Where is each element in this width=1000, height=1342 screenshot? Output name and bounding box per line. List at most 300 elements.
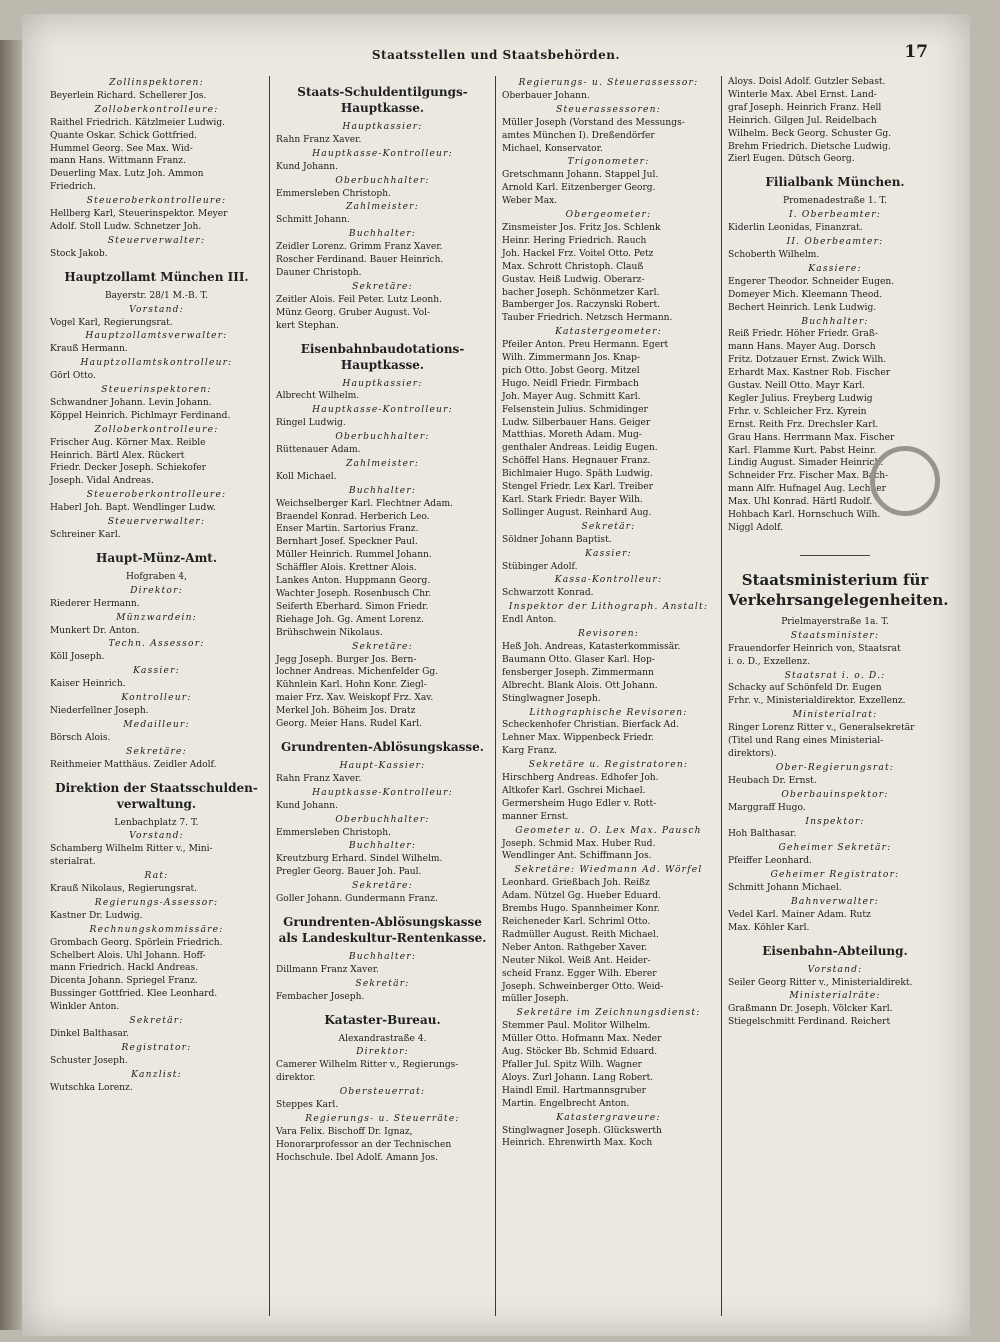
- entry-line: Ringer Lorenz Ritter v., Generalsekretär: [728, 723, 915, 734]
- office-title: Kataster-Bureau.: [324, 1012, 441, 1027]
- entry-line: Müller Otto. Hofmann Max. Neder: [502, 1034, 662, 1045]
- entry-line: Heinr. Hering Friedrich. Rauch: [502, 235, 647, 246]
- entry-line: Brehm Friedrich. Dietsche Ludwig.: [728, 141, 891, 152]
- section-heading: I. Oberbeamter:: [788, 210, 882, 221]
- section-heading: Steuerinspektoren:: [101, 385, 212, 396]
- entry-line: Dillmann Franz Xaver.: [276, 964, 379, 975]
- entry-line: Kastner Dr. Ludwig.: [50, 910, 143, 921]
- entry-line: Kund Johann.: [276, 800, 339, 811]
- entry-line: Karl. Flamme Kurt. Pabst Heinr.: [728, 445, 877, 456]
- entry-line: Martin. Engelbrecht Anton.: [502, 1098, 630, 1109]
- section-heading: Steuerverwalter:: [107, 235, 206, 246]
- adjacent-page-edge: [0, 40, 22, 1330]
- entry-line: Gretschmann Johann. Stappel Jul.: [502, 170, 659, 181]
- office-title: Eisenbahnbaudotations-Hauptkasse.: [300, 341, 465, 372]
- entry-line: Aug. Stöcker Bb. Schmid Eduard.: [502, 1047, 658, 1058]
- section-heading: Vorstand:: [129, 304, 184, 315]
- entry-line: Kaiser Heinrich.: [50, 679, 126, 690]
- entry-line: Hohbach Karl. Hornschuch Wilh.: [728, 510, 881, 521]
- section-heading: Sekretäre: Wiedmann Ad. Wörfel: [514, 865, 703, 876]
- entry-line: Leonhard. Grießbach Joh. Reißz: [502, 878, 650, 889]
- entry-line: Pfeiler Anton. Preu Hermann. Egert: [502, 340, 669, 351]
- entry-line: kert Stephan.: [276, 320, 339, 331]
- entry-line: Max. Köhler Karl.: [728, 922, 810, 933]
- entry-line: Aloys. Zurl Johann. Lang Robert.: [502, 1072, 654, 1083]
- entry-line: Hoh Balthasar.: [728, 829, 797, 840]
- section-heading: Münzwardein:: [116, 612, 197, 623]
- entry-line: Seiferth Eberhard. Simon Friedr.: [276, 601, 429, 612]
- section-heading: Steuerassessoren:: [556, 104, 661, 115]
- office-address: Prielmayerstraße 1a. T.: [781, 616, 889, 627]
- entry-line: Rahn Franz Xaver.: [276, 773, 362, 784]
- ministry-title: Staatsministerium für Verkehrsangelegenheiten.: [728, 570, 948, 609]
- entry-line: Riehage Joh. Gg. Ament Lorenz.: [276, 614, 424, 625]
- office-title: Filialbank München.: [765, 175, 905, 190]
- entry-line: Kiderlin Leonidas, Finanzrat.: [728, 223, 863, 234]
- entry-line: Neber Anton. Rathgeber Xaver.: [502, 942, 648, 953]
- section-heading: Buchhalter:: [348, 229, 417, 240]
- entry-line: Schwarzott Konrad.: [502, 588, 594, 599]
- page-header: [22, 42, 970, 72]
- entry-line: Reithmeier Matthäus. Zeidler Adolf.: [50, 759, 217, 770]
- entry-line: Frhr. v. Schleicher Frz. Kyrein: [728, 406, 867, 417]
- section-heading: Katastergeometer:: [555, 327, 662, 338]
- section-heading: Hauptzollamtsverwalter:: [85, 331, 228, 342]
- column-1: [44, 76, 270, 1316]
- entry-line: Max. Schrott Christoph. Clauß: [502, 261, 644, 272]
- entry-line: graf Joseph. Heinrich Franz. Hell: [728, 102, 882, 113]
- entry-line: Braendel Konrad. Herberich Leo.: [276, 511, 430, 522]
- entry-line: Hellberg Karl, Steuerinspektor. Meyer: [50, 209, 228, 220]
- entry-line: sterialrat.: [50, 857, 96, 868]
- section-heading: Steueroberkontrolleure:: [86, 490, 227, 501]
- entry-line: Engerer Theodor. Schneider Eugen.: [728, 276, 895, 287]
- entry-line: Munkert Dr. Anton.: [50, 625, 140, 636]
- entry-line: Seiler Georg Ritter v., Ministerialdirekt.: [728, 977, 913, 988]
- entry-line: Koll Michael.: [276, 471, 337, 482]
- section-heading: Ober-Regierungsrat:: [775, 762, 895, 773]
- entry-line: Emmersleben Christoph.: [276, 827, 391, 838]
- entry-line: Krauß Hermann.: [50, 344, 128, 355]
- entry-line: Deuerling Max. Lutz Joh. Ammon: [50, 169, 204, 180]
- office-title: Grundrenten-Ablösungskasse als Landeskultur-Rentenkasse.: [278, 914, 487, 945]
- section-heading: Buchhalter:: [801, 316, 869, 327]
- section-heading: Regierungs- u. Steuerassessor:: [518, 78, 699, 88]
- entry-line: Schelbert Alois. Uhl Johann. Hoff-: [50, 950, 206, 961]
- entry-line: Oberbauer Johann.: [502, 90, 590, 101]
- entry-line: Bernhart Josef. Speckner Paul.: [276, 537, 418, 548]
- entry-line: Zinsmeister Jos. Fritz Jos. Schlenk: [502, 222, 661, 233]
- entry-line: Ernst. Reith Frz. Drechsler Karl.: [728, 419, 879, 430]
- section-heading: Regierungs- u. Steuerräte:: [305, 1114, 460, 1124]
- section-heading: Sekretär:: [129, 1016, 184, 1027]
- entry-line: Tauber Friedrich. Netzsch Hermann.: [502, 313, 673, 324]
- entry-line: Stinglwagner Joseph.: [502, 693, 601, 704]
- entry-line: Wilhelm. Beck Georg. Schuster Gg.: [728, 128, 892, 139]
- entry-line: Bamberger Jos. Raczynski Robert.: [502, 300, 661, 311]
- office-address: Bayerstr. 28/1 M.-B. T.: [104, 290, 209, 301]
- section-heading: Techn. Assessor:: [108, 639, 205, 650]
- entry-line: Jegg Joseph. Burger Jos. Bern-: [276, 654, 417, 665]
- directory-page: [22, 14, 970, 1336]
- entry-line: Hummel Georg. See Max. Wid-: [50, 143, 193, 154]
- entry-line: Honorarprofessor an der Technischen: [276, 1139, 452, 1150]
- entry-line: Lehner Max. Wippenbeck Friedr.: [502, 733, 655, 744]
- page-number: 17: [904, 42, 928, 62]
- section-heading: Sekretäre:: [352, 641, 413, 652]
- entry-line: Karl. Stark Friedr. Bayer Wilh.: [502, 495, 643, 505]
- section-heading: Steuerverwalter:: [107, 517, 206, 528]
- section-heading: Hauptkasse-Kontrolleur:: [312, 405, 453, 416]
- entry-line: Joseph. Schmid Max. Huber Rud.: [502, 838, 656, 849]
- entry-line: Schwandner Johann. Levin Johann.: [50, 397, 212, 408]
- section-heading: Hauptkasse-Kontrolleur:: [312, 787, 453, 798]
- entry-line: Köppel Heinrich. Pichlmayr Ferdinand.: [50, 410, 231, 421]
- entry-line: Kegler Julius. Freyberg Ludwig: [728, 393, 873, 404]
- section-heading: Registrator:: [121, 1042, 192, 1053]
- entry-line: Karg Franz.: [502, 746, 557, 757]
- entry-line: Schäffler Alois. Krettner Alois.: [276, 563, 417, 574]
- entry-line: Graßmann Dr. Joseph. Völcker Karl.: [728, 1004, 893, 1015]
- section-heading: Kassier:: [133, 666, 180, 677]
- entry-line: Börsch Alois.: [50, 732, 111, 743]
- entry-line: Schneider Frz. Fischer Max. Bach-: [728, 471, 889, 482]
- entry-line: Friedrich.: [50, 182, 96, 193]
- entry-line: Zeidler Lorenz. Grimm Franz Xaver.: [276, 242, 443, 253]
- section-rule: [800, 555, 870, 556]
- entry-line: Schamberg Wilhelm Ritter v., Mini-: [50, 844, 213, 855]
- section-heading: Zolloberkontrolleure:: [94, 424, 219, 435]
- entry-line: Aloys. Doisl Adolf. Gutzler Sebast.: [728, 77, 886, 87]
- entry-line: Wendlinger Ant. Schiffmann Jos.: [502, 851, 652, 862]
- section-heading: Rechnungskommissäre:: [89, 924, 224, 935]
- entry-line: i. o. D., Exzellenz.: [728, 656, 811, 667]
- entry-line: Domeyer Mich. Kleemann Theod.: [728, 289, 883, 300]
- entry-line: Goller Johann. Gundermann Franz.: [276, 894, 438, 905]
- entry-line: Enser Martin. Sartorius Franz.: [276, 524, 419, 535]
- entry-line: Bechert Heinrich. Lenk Ludwig.: [728, 302, 877, 313]
- office-title: Hauptzollamt München III.: [64, 269, 249, 284]
- entry-line: Brembs Hugo. Spannheimer Konr.: [502, 904, 660, 915]
- entry-line: Kühnlein Karl. Hohn Konr. Ziegl-: [276, 680, 427, 691]
- entry-line: Wutschka Lorenz.: [50, 1082, 133, 1093]
- section-heading: Hauptkassier:: [342, 378, 423, 389]
- section-heading: Rat:: [144, 871, 169, 882]
- section-heading: Staatsrat i. o. D.:: [784, 670, 886, 681]
- entry-line: müller Joseph.: [502, 994, 569, 1005]
- entry-line: manner Ernst.: [502, 811, 569, 822]
- text-columns: [44, 76, 950, 1316]
- office-title: Direktion der Staatsschulden-verwaltung.: [55, 780, 258, 811]
- entry-line: Endl Anton.: [502, 615, 557, 626]
- entry-line: Schmitt Johann.: [276, 215, 350, 226]
- entry-line: Reicheneder Karl. Schriml Otto.: [502, 917, 651, 927]
- entry-line: Joh. Mayer Aug. Schmitt Karl.: [502, 391, 641, 402]
- entry-line: Joh. Hackel Frz. Voitel Otto. Petz: [502, 248, 654, 259]
- entry-line: Zierl Eugen. Dütsch Georg.: [728, 154, 855, 165]
- section-heading: Sekretär:: [581, 521, 636, 532]
- entry-line: Heinrich. Gilgen Jul. Reidelbach: [728, 115, 877, 126]
- entry-line: mann Alfr. Hufnagel Aug. Lechner: [728, 484, 887, 495]
- section-heading: Direktor:: [130, 585, 183, 596]
- entry-line: Steppes Karl.: [276, 1100, 339, 1111]
- section-heading: Kassiere:: [808, 263, 862, 274]
- section-heading: Medailleur:: [123, 719, 190, 730]
- entry-line: Fritz. Dotzauer Ernst. Zwick Wilh.: [728, 355, 887, 366]
- section-heading: Kassa-Kontrolleur:: [554, 575, 663, 586]
- entry-line: Adolf. Stoll Ludw. Schnetzer Joh.: [50, 221, 202, 232]
- entry-line: Beyerlein Richard. Schellerer Jos.: [50, 90, 207, 101]
- section-heading: Revisoren:: [577, 629, 640, 640]
- section-heading: Kanzlist:: [131, 1069, 182, 1080]
- entry-line: Felsenstein Julius. Schmidinger: [502, 404, 648, 415]
- entry-line: Frhr. v., Ministerialdirektor. Exzellenz.: [728, 696, 906, 707]
- entry-line: Quante Oskar. Schick Gottfried.: [50, 130, 198, 141]
- entry-line: Friedr. Decker Joseph. Schiekofer: [50, 463, 206, 474]
- entry-line: Merkel Joh. Böheim Jos. Dratz: [276, 706, 416, 717]
- paper-clip: [870, 446, 940, 516]
- office-title: Staats-Schuldentilgungs-Hauptkasse.: [297, 85, 468, 115]
- section-heading: Direktor:: [356, 1047, 409, 1058]
- entry-line: Emmersleben Christoph.: [276, 188, 391, 199]
- entry-line: Kund Johann.: [276, 161, 339, 172]
- section-heading: Sekretäre:: [352, 881, 413, 892]
- entry-line: Matthias. Moreth Adam. Mug-: [502, 430, 642, 441]
- entry-line: Vogel Karl, Regierungsrat.: [50, 317, 173, 328]
- entry-line: Frauendorfer Heinrich von, Staatsrat: [728, 643, 901, 654]
- section-heading: Kassier:: [585, 548, 632, 559]
- entry-line: Weber Max.: [502, 196, 558, 207]
- entry-line: Schreiner Karl.: [50, 530, 121, 540]
- entry-line: Fembacher Joseph.: [276, 991, 365, 1002]
- entry-line: Köll Joseph.: [50, 652, 105, 663]
- entry-line: Winterle Max. Abel Ernst. Land-: [728, 89, 877, 100]
- entry-line: Söldner Johann Baptist.: [502, 534, 612, 545]
- section-heading: Hauptzollamtskontrolleur:: [80, 358, 233, 369]
- section-heading: Obergeometer:: [565, 210, 652, 221]
- entry-line: Roscher Ferdinand. Bauer Heinrich.: [276, 255, 444, 266]
- office-title: Eisenbahn-Abteilung.: [762, 943, 908, 958]
- entry-line: Joseph. Schweinberger Otto. Weid-: [502, 981, 664, 992]
- section-heading: Haupt-Kassier:: [339, 760, 426, 771]
- section-heading: Oberbauinspektor:: [781, 789, 889, 800]
- section-heading: Hauptkassier:: [342, 122, 423, 132]
- entry-line: Lindig August. Simader Heinrich.: [728, 458, 884, 469]
- entry-line: Kreutzburg Erhard. Sindel Wilhelm.: [276, 854, 443, 865]
- entry-line: Winkler Anton.: [50, 1002, 120, 1013]
- entry-line: Camerer Wilhelm Ritter v., Regierungs-: [276, 1060, 459, 1071]
- entry-line: Dicenta Johann. Spriegel Franz.: [50, 976, 198, 987]
- entry-line: Haberl Joh. Bapt. Wendlinger Ludw.: [50, 503, 216, 514]
- office-title: Haupt-Münz-Amt.: [95, 550, 217, 565]
- entry-line: Dauner Christoph.: [276, 267, 362, 278]
- section-heading: Buchhalter:: [348, 485, 417, 496]
- section-heading: Kontrolleur:: [121, 693, 192, 704]
- entry-line: Neuter Nikol. Weiß Ant. Heider-: [502, 955, 651, 966]
- section-heading: Bahnverwalter:: [790, 896, 880, 907]
- entry-line: Brühschwein Nikolaus.: [276, 627, 383, 638]
- entry-line: Görl Otto.: [50, 371, 96, 382]
- entry-line: mann Hans. Mayer Aug. Dorsch: [728, 342, 876, 353]
- entry-line: Niggl Adolf.: [728, 523, 784, 533]
- entry-line: Haindl Emil. Hartmannsgruber: [502, 1085, 646, 1096]
- entry-line: mann Hans. Wittmann Franz.: [50, 156, 186, 167]
- entry-line: Scheckenhofer Christian. Bierfack Ad.: [502, 720, 679, 731]
- section-heading: Sekretäre:: [352, 281, 413, 292]
- entry-line: maier Frz. Xav. Weiskopf Frz. Xav.: [276, 693, 434, 704]
- entry-line: Bussinger Gottfried. Klee Leonhard.: [50, 989, 218, 1000]
- section-heading: Sekretäre u. Registratoren:: [528, 760, 689, 771]
- entry-line: Baumann Otto. Glaser Karl. Hop-: [502, 654, 655, 665]
- section-heading: Geheimer Sekretär:: [778, 843, 892, 854]
- entry-line: genthaler Andreas. Leidig Eugen.: [502, 443, 658, 454]
- section-heading: Katastergraveure:: [556, 1112, 661, 1123]
- entry-line: Stengel Friedr. Lex Karl. Treiber: [502, 482, 653, 493]
- section-heading: Staatsminister:: [790, 630, 880, 641]
- section-heading: Lithographische Revisoren:: [529, 707, 688, 718]
- entry-line: Weichselberger Karl. Flechtner Adam.: [276, 498, 454, 509]
- entry-line: Rahn Franz Xaver.: [276, 134, 362, 145]
- entry-line: Heß Joh. Andreas, Katasterkommissär.: [502, 641, 681, 652]
- entry-line: Albrecht. Blank Alois. Ott Johann.: [502, 680, 658, 691]
- entry-line: Radmüller August. Reith Michael.: [502, 929, 659, 940]
- office-title: Grundrenten-Ablösungskasse.: [280, 739, 484, 754]
- entry-line: Ringel Ludwig.: [276, 418, 346, 429]
- section-heading: II. Oberbeamter:: [786, 237, 884, 248]
- entry-line: Joseph. Vidal Andreas.: [50, 476, 154, 487]
- entry-line: Germersheim Hugo Edler v. Rott-: [502, 798, 657, 809]
- entry-line: Lankes Anton. Huppmann Georg.: [276, 576, 431, 587]
- section-heading: Obersteuerrat:: [339, 1087, 426, 1098]
- section-heading: Zahlmeister:: [346, 202, 419, 213]
- entry-line: Stübinger Adolf.: [502, 561, 578, 572]
- entry-line: Hugo. Neidl Friedr. Firmbach: [502, 378, 639, 389]
- entry-line: Max. Uhl Konrad. Härtl Rudolf.: [728, 497, 873, 508]
- entry-line: Schoberth Wilhelm.: [728, 249, 820, 260]
- entry-line: Wachter Joseph. Rosenbusch Chr.: [276, 589, 432, 599]
- section-heading: Sekretäre im Zeichnungsdienst:: [516, 1008, 701, 1019]
- entry-line: Gustav. Neill Otto. Mayr Karl.: [728, 381, 865, 392]
- entry-line: Wilh. Zimmermann Jos. Knap-: [502, 353, 641, 364]
- entry-line: Zeitler Alois. Feil Peter. Lutz Leonh.: [276, 294, 442, 305]
- section-heading: Vorstand:: [129, 831, 184, 842]
- section-heading: Regierungs-Assessor:: [94, 897, 219, 908]
- entry-line: Heubach Dr. Ernst.: [728, 775, 817, 786]
- office-address: Promenadestraße 1. T.: [782, 196, 888, 207]
- entry-line: Michael, Konservator.: [502, 143, 603, 154]
- entry-line: mann Friedrich. Hackl Andreas.: [50, 963, 199, 974]
- section-heading: Oberbuchhalter:: [335, 432, 430, 443]
- entry-line: Niederfellner Joseph.: [50, 705, 149, 716]
- entry-line: Dinkel Balthasar.: [50, 1029, 130, 1039]
- entry-line: lochner Andreas. Michenfelder Gg.: [276, 667, 439, 678]
- entry-line: Vedel Karl. Mainer Adam. Rutz: [728, 909, 871, 920]
- entry-line: Arnold Karl. Eitzenberger Georg.: [502, 183, 656, 194]
- entry-line: Pfaller Jul. Spitz Wilh. Wagner: [502, 1059, 642, 1070]
- section-heading: Sekretär:: [355, 978, 410, 989]
- office-address: Alexandrastraße 4.: [338, 1033, 427, 1044]
- section-heading: Buchhalter:: [348, 951, 417, 962]
- entry-line: fensberger Joseph. Zimmermann: [502, 667, 654, 678]
- section-heading: Geheimer Registrator:: [770, 870, 900, 881]
- section-heading: Inspektor der Lithograph. Anstalt:: [508, 602, 709, 613]
- entry-line: Schacky auf Schönfeld Dr. Eugen: [728, 683, 882, 694]
- section-heading: Zollinspektoren:: [109, 78, 204, 88]
- section-heading: Oberbuchhalter:: [335, 175, 430, 186]
- entry-line: Stock Jakob.: [50, 248, 108, 259]
- entry-line: Grombach Georg. Spörlein Friedrich.: [50, 937, 223, 948]
- entry-line: Reiß Friedr. Höher Friedr. Graß-: [728, 329, 878, 340]
- entry-line: Riederer Hermann.: [50, 598, 140, 609]
- entry-line: Schuster Joseph.: [50, 1055, 128, 1066]
- entry-line: Grau Hans. Herrmann Max. Fischer: [728, 432, 895, 443]
- section-heading: Zahlmeister:: [346, 458, 419, 469]
- column-4: [722, 76, 948, 1316]
- entry-line: Hochschule. Ibel Adolf. Amann Jos.: [276, 1152, 438, 1163]
- entry-line: Müller Heinrich. Rummel Johann.: [276, 550, 432, 561]
- entry-line: Sollinger August. Reinhard Aug.: [502, 507, 652, 518]
- entry-line: Altkofer Karl. Gschrei Michael.: [502, 785, 646, 796]
- entry-line: Frischer Aug. Körner Max. Reible: [50, 437, 206, 448]
- column-2: [270, 76, 496, 1316]
- entry-line: Georg. Meier Hans. Rudel Karl.: [276, 719, 423, 730]
- entry-line: direktors).: [728, 748, 777, 759]
- running-head: Staatsstellen und Staatsbehörden.: [371, 48, 621, 62]
- entry-line: Stiegelschmitt Ferdinand. Reichert: [728, 1017, 891, 1028]
- entry-line: scheid Franz. Egger Wilh. Eberer: [502, 968, 657, 979]
- entry-line: Schmitt Johann Michael.: [728, 883, 842, 894]
- entry-line: Raithel Friedrich. Kätzlmeier Ludwig.: [50, 117, 226, 128]
- entry-line: Pregler Georg. Bauer Joh. Paul.: [276, 867, 422, 878]
- entry-line: Gustav. Heiß Ludwig. Oberarz-: [502, 274, 645, 285]
- entry-line: Hirschberg Andreas. Edhofer Joh.: [502, 773, 659, 784]
- entry-line: Adam. Nützel Gg. Hueber Eduard.: [502, 891, 661, 902]
- entry-line: Krauß Nikolaus, Regierungsrat.: [50, 884, 198, 895]
- entry-line: amtes München I). Dreßendörfer: [502, 130, 655, 141]
- entry-line: Müller Joseph (Vorstand des Messungs-: [502, 117, 685, 128]
- entry-line: bacher Joseph. Schönmetzer Karl.: [502, 287, 660, 298]
- section-heading: Ministerialrat:: [792, 710, 878, 721]
- entry-line: pich Otto. Jobst Georg. Mitzel: [502, 365, 640, 376]
- entry-line: Schöffel Hans. Hegnauer Franz.: [502, 456, 651, 467]
- section-heading: Steueroberkontrolleure:: [86, 196, 227, 207]
- section-heading: Hauptkasse-Kontrolleur:: [312, 148, 453, 159]
- section-heading: Vorstand:: [807, 964, 863, 975]
- entry-line: Erhardt Max. Kastner Rob. Fischer: [728, 368, 891, 379]
- entry-line: Vara Felix. Bischoff Dr. Ignaz,: [276, 1126, 413, 1137]
- entry-line: Bichlmaier Hugo. Späth Ludwig.: [502, 469, 653, 480]
- column-3: [496, 76, 722, 1316]
- section-heading: Sekretäre:: [126, 746, 187, 757]
- entry-line: Stinglwagner Joseph. Glückswerth: [502, 1125, 662, 1136]
- section-heading: Buchhalter:: [348, 841, 417, 852]
- entry-line: Heinrich. Bärtl Alex. Rückert: [50, 450, 185, 461]
- entry-line: (Titel und Rang eines Ministerial-: [728, 736, 884, 747]
- section-heading: Trigonometer:: [567, 157, 650, 168]
- entry-line: direktor.: [276, 1073, 316, 1084]
- office-address: Lenbachplatz 7. T.: [114, 817, 199, 828]
- entry-line: Stemmer Paul. Molitor Wilhelm.: [502, 1021, 651, 1032]
- section-heading: Geometer u. O. Lex Max. Pausch: [515, 825, 702, 836]
- entry-line: Rüttenauer Adam.: [276, 445, 361, 456]
- entry-line: Pfeiffer Leonhard.: [728, 856, 812, 867]
- section-heading: Inspektor:: [805, 816, 865, 827]
- section-heading: Oberbuchhalter:: [335, 814, 430, 825]
- entry-line: Heinrich. Ehrenwirth Max. Koch: [502, 1138, 653, 1149]
- entry-line: Münz Georg. Gruber August. Vol-: [276, 307, 431, 318]
- office-address: Hofgraben 4,: [126, 571, 187, 582]
- entry-line: Marggraff Hugo.: [728, 802, 806, 813]
